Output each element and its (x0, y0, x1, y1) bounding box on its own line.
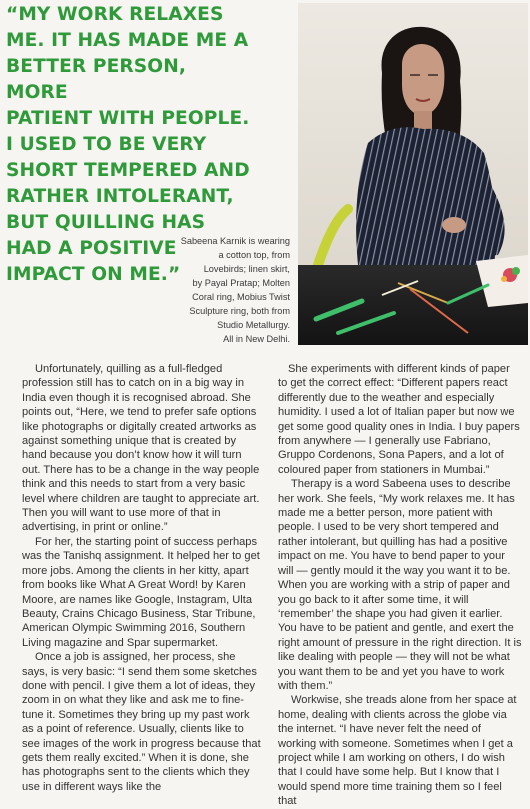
pull-quote-line: HAD A POSITIVE (6, 238, 177, 259)
caption-line: Coral ring, Mobius Twist (192, 292, 290, 302)
pull-quote-line: I USED TO BE VERY (6, 134, 207, 155)
portrait-photo (298, 3, 528, 345)
pull-quote-line: PATIENT WITH PEOPLE. (6, 108, 250, 129)
caption-line: Sculpture ring, both from (189, 306, 290, 316)
pull-quote-line: SHORT TEMPERED AND (6, 160, 250, 181)
paragraph: Therapy is a word Sabeena uses to describe her work. She feels, “My work relaxes me. It has made me a better person, more patient with people. I used to be very short tempered and rather intolerant, but quilling has had a positive impact on me. You have to bend paper to your will — gently mould it the way you want it to be. When you are working with a strip of paper and you go back to it after some time, it will ‘remember’ the shape you had given it earlier. You have to be patient and gentle, and exert the right amount of pressure in the right direction. It is like dealing with people — they will not be what you want them to be and yet you have to work with them.” (278, 478, 522, 692)
pull-quote-line: BETTER PERSON, MORE (6, 56, 187, 103)
caption-line: All in New Delhi. (223, 334, 290, 344)
paragraph: She experiments with different kinds of paper to get the correct effect: “Different papers react differently due to the weather and especially humidity. I used a lot of Italian paper but now we get some good quality ones in India. I buy papers from anywhere — I generally use Fabriano, Gruppo Cordenons, Sona Papers, and a lot of coloured paper from stationers in Mumbai.” (278, 363, 520, 476)
photo-caption (150, 234, 290, 346)
caption-line: by Payal Pratap; Molten (192, 278, 290, 288)
paragraph: Workwise, she treads alone from her space at home, dealing with clients across the globe via the internet. “I have never felt the need of working with someone. Sometimes when I get a project while I am working on others, I do wish that I could have some help. But I know that I would spend more time training them so I feel that (278, 694, 517, 808)
pull-quote-line: “MY WORK RELAXES (6, 4, 224, 25)
left-column (22, 362, 262, 794)
pull-quote-line: ME. IT HAS MADE ME A (6, 30, 249, 51)
caption-line: Lovebirds; linen skirt, (203, 264, 290, 274)
pull-quote-line: BUT QUILLING HAS (6, 212, 206, 233)
pull-quote-line: RATHER INTOLERANT, (6, 186, 234, 207)
caption-line: Sabeena Karnik is wearing (180, 236, 290, 246)
paragraph: For her, the starting point of success perhaps was the Tanishq assignment. It helped her to get more jobs. Among the clients in her kitty, apart from books like What A Great Word! by Karen Moore, are names like Google, Instagram, Ulta Beauty, Crains Chicago Business, Star Tribune, American Olympic Swimming 2016, Southern Living magazine and Spar supermarket. (22, 535, 260, 649)
caption-line: a cotton top, from (218, 250, 290, 260)
right-column (278, 362, 522, 809)
paragraph: Once a job is assigned, her process, she says, is very basic: “I send them some sketches done with pencil. I give them a lot of ideas, they zoom in on what they like and ask me to fine-tune it. Sometimes they bring up my past work as a point of reference. Usually, clients like to see images of the work in progress because that gets them really excited.” When it is done, she has photographs sent to the clients which they use in different ways like the (22, 651, 261, 793)
pull-quote-line: IMPACT ON ME.” (6, 264, 181, 285)
caption-line: Studio Metallurgy. (217, 320, 290, 330)
paragraph: Unfortunately, quilling as a full-fledged profession still has to catch on in a big way in India even though it is recognised abroad. She points out, “Here, we tend to prefer safe options like photographs or digitally created artworks as against something unique that is created by hand because you don’t know how it will turn out. There has to be a change in the way people think and this needs to start from a very basic level where children are taught to appreciate art. Then you will want to use more of that in advertising, in print or online.” (22, 363, 260, 534)
